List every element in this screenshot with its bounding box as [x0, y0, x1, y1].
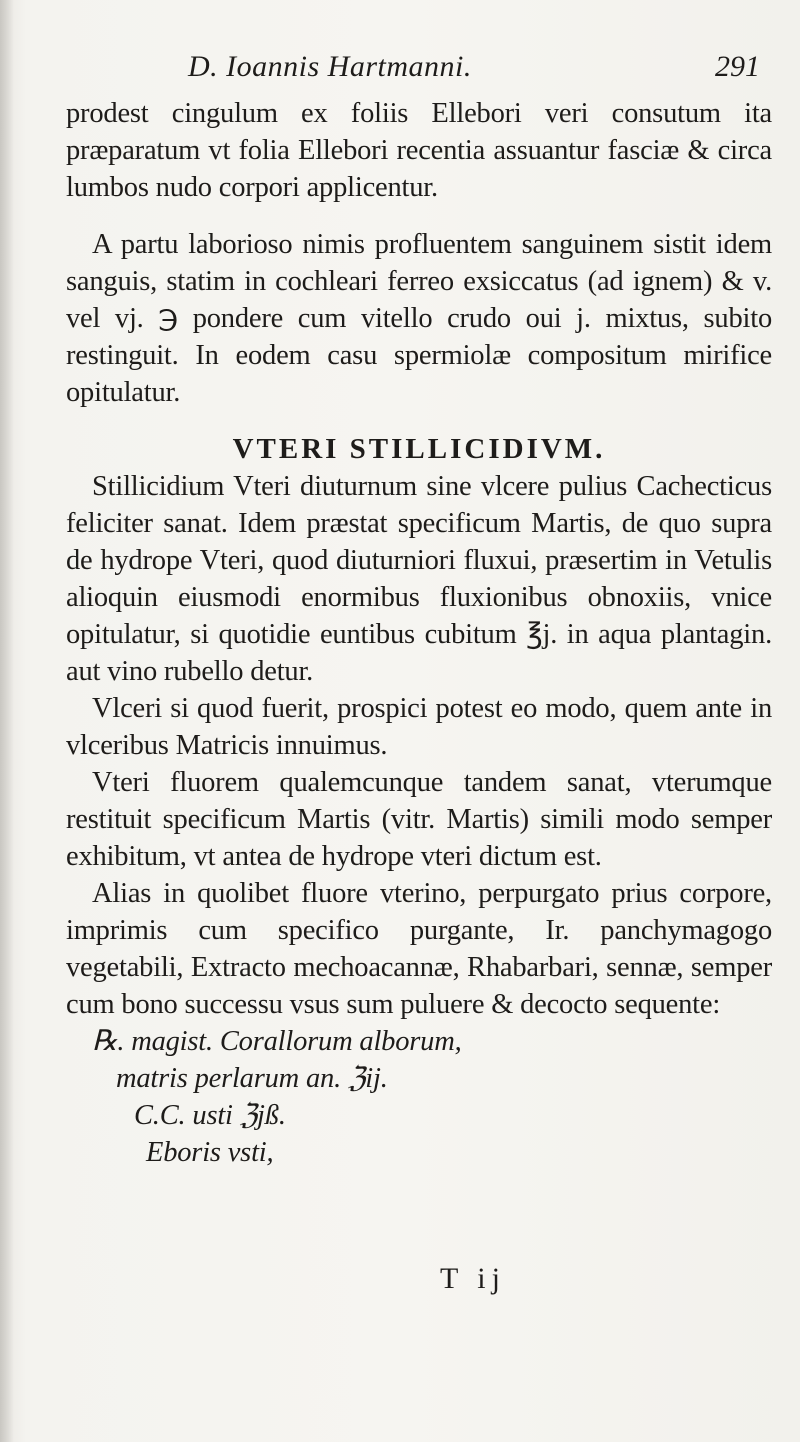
- recipe: [66, 1023, 772, 1171]
- paragraph-cingulum: prodest cingulum ex foliis Ellebori veri consutum ita præparatum vt folia Ellebori recentia assuantur fasciæ & circa lumbos nudo corpori applicentur.: [66, 98, 772, 203]
- recipe-line: C.C. usti ℨjß.: [134, 1100, 286, 1131]
- section-heading: VTERI STILLICIDIVM.: [232, 433, 606, 465]
- binding-shadow: [0, 0, 14, 1442]
- page-number: 291: [715, 50, 760, 83]
- paragraph-vlceri: Vlceri si quod fuerit, prospici potest eo modo, quem ante in vlceribus Matricis innuimus.: [66, 693, 772, 761]
- body-text: [66, 95, 772, 1171]
- paragraph-fluorem: Vteri fluorem qualemcunque tandem sanat, vterumque restituit specificum Martis (vitr. Martis) simili modo semper exhibitum, vt antea de hydrope vteri dictum est.: [66, 767, 772, 872]
- running-title: D. Ioannis Hartmanni.: [188, 50, 472, 83]
- paragraph-alias: Alias in quolibet fluore vterino, perpurgato prius corpore, imprimis cum specifico purgante, Ir. panchymagogo vegetabili, Extracto mechoacannæ, Rhabarbari, sennæ, semper cum bono successu vsus sum puluere & decocto sequente:: [66, 878, 772, 1020]
- paragraph-partu: A partu laborioso nimis profluentem sanguinem sistit idem sanguis, statim in cochleari ferreo exsiccatus (ad ignem) & v. vel vj. ℈ pondere cum vitello crudo oui j. mixtus, subito restinguit. In eodem casu spermiolæ compositum mirifice opitulatur.: [66, 229, 772, 408]
- recipe-line: ℞. magist. Corallorum alborum,: [92, 1026, 462, 1057]
- recipe-line: Eboris vsti,: [146, 1137, 274, 1168]
- paragraph-stillicidium: Stillicidium Vteri diuturnum sine vlcere pulius Cachecticus feliciter sanat. Idem præstat specificum Martis, de quo supra de hydrope Vteri, quod diuturniori fluxui, præsertim in Vetulis alioquin eiusmodi enormibus fluxionibus obnoxiis, vnice opitulatur, si quotidie euntibus cubitum ℥j. in aqua plantagin. aut vino rubello detur.: [66, 471, 772, 687]
- signature-mark: T ij: [440, 1262, 506, 1295]
- running-head: [180, 40, 760, 90]
- recipe-line: matris perlarum an. ℨij.: [116, 1063, 388, 1094]
